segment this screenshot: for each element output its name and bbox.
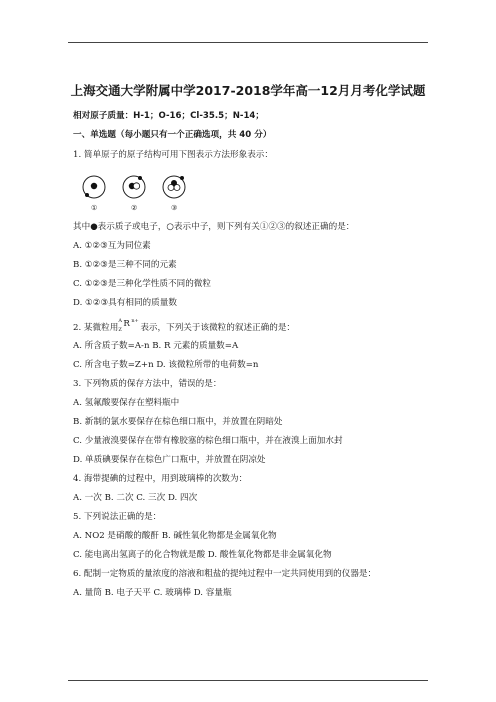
mass-number: A (118, 318, 122, 324)
question-1-option-a: A. ①②③互为同位素 (73, 241, 151, 251)
question-4-options: A. 一次 B. 二次 C. 三次 D. 四次 (73, 493, 198, 503)
question-2-stem-suffix: 表示，下列关于该微粒的叙述正确的是： (140, 323, 296, 333)
electron-dot (180, 176, 184, 180)
question-5-options-cd: C. 能电离出氢离子的化合物就是酸 D. 酸性氧化物都是非金属氧化物 (73, 550, 332, 560)
question-5-stem: 5. 下列说法正确的是： (73, 512, 162, 522)
figure-label-1: ① (91, 204, 98, 212)
question-6-stem: 6. 配制一定物质的量浓度的溶液和粗盐的提纯过程中一定共同使用到的仪器是： (73, 569, 377, 579)
atom-structure-figure (78, 170, 198, 212)
electron-dot (85, 193, 89, 197)
figure-label-2: ② (131, 204, 138, 212)
atom-2 (123, 176, 145, 212)
question-1-option-c: C. ①②③是三种化学性质不同的微粒 (73, 279, 211, 289)
question-2-stem (73, 318, 295, 334)
question-2-options-ab: A. 所含质子数=A-n B. R 元素的质量数=A (73, 341, 239, 351)
nuclide-symbol (118, 318, 140, 333)
figure-label-3: ③ (171, 204, 178, 212)
header-rule (68, 42, 428, 43)
question-1-legend: 其中●表示质子或电子，○表示中子，则下列有关①②③的叙述正确的是： (73, 222, 355, 232)
question-1-option-d: D. ①②③具有相同的质量数 (73, 298, 177, 308)
question-5-options-ab: A. NO2 是硝酸的酸酐 B. 碱性氧化物都是金属氧化物 (73, 531, 277, 541)
electron-dot (138, 176, 142, 180)
neutron-circle (168, 185, 174, 191)
footer-rule (68, 680, 428, 681)
question-4-stem: 4. 海带提碘的过程中，用到玻璃棒的次数为： (73, 474, 248, 484)
neutron-circle (174, 185, 180, 191)
section-heading: 一、单选题（每小题只有一个正确选项，共 40 分） (73, 130, 272, 140)
question-3-option-b: B. 新制的氯水要保存在棕色细口瓶中，并放置在阴暗处 (73, 417, 283, 427)
ion-charge: n+ (131, 318, 139, 324)
question-3-option-d: D. 单质碘要保存在棕色广口瓶中，并放置在阴凉处 (73, 455, 266, 465)
neutron-circle (133, 183, 139, 189)
page-title: 上海交通大学附属中学2017-2018学年高一12月月考化学试题 (70, 83, 426, 98)
question-6-options: A. 量筒 B. 电子天平 C. 玻璃棒 D. 容量瓶 (73, 588, 232, 598)
question-3-stem: 3. 下列物质的保存方法中，错误的是： (73, 379, 222, 389)
proton-dot (91, 183, 97, 189)
question-3-option-a: A. 氢氟酸要保存在塑料瓶中 (73, 398, 180, 408)
atom-3 (163, 176, 185, 212)
question-3-option-c: C. 少量液溴要保存在带有橡胶塞的棕色细口瓶中，并在液溴上面加水封 (73, 436, 343, 446)
atom-1 (83, 176, 105, 212)
question-2-stem-prefix: 2. 某微粒用 (73, 323, 119, 333)
question-1-option-b: B. ①②③是三种不同的元素 (73, 260, 177, 270)
question-2-options-cd: C. 所含电子数=Z+n D. 该微粒所带的电荷数=n (73, 360, 259, 370)
atomic-masses: 相对原子质量：H-1；O-16；Cl-35.5；N-14； (73, 111, 265, 121)
question-1-stem: 1. 简单原子的原子结构可用下图表示方法形象表示： (73, 150, 273, 160)
atomic-number: Z (118, 327, 122, 333)
element-symbol: R (123, 319, 130, 329)
